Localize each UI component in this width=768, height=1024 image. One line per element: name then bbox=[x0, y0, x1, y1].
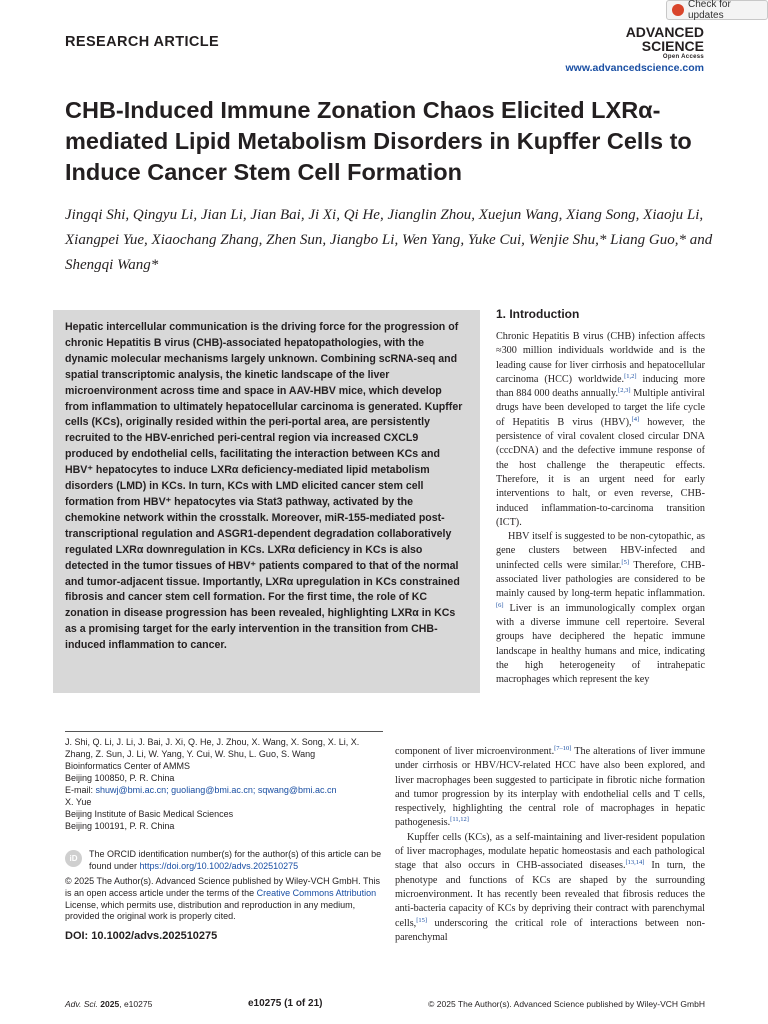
footer-journal: Adv. Sci. bbox=[65, 999, 98, 1009]
citation-ref[interactable]: [7–10] bbox=[554, 745, 572, 752]
orcid-link[interactable]: https://doi.org/10.1002/advs.202510275 bbox=[139, 861, 299, 871]
citation-ref[interactable]: [5] bbox=[621, 558, 630, 566]
footer-copyright: © 2025 The Author(s). Advanced Science published by Wiley-VCH GmbH bbox=[428, 999, 705, 1009]
text-run: component of liver microenvironment. bbox=[395, 746, 555, 757]
logo-subtitle: Open Access bbox=[662, 54, 704, 60]
affiliations bbox=[65, 736, 383, 832]
affiliation-authors-1: J. Shi, Q. Li, J. Li, J. Bai, J. Xi, Q. He, J. Zhou, X. Wang, X. Song, X. Li, X. Zhang, Z. Sun, J. Li, W. Yang, Y. Cui, W. Shu, L. Guo, S. Wang bbox=[65, 737, 360, 759]
intro-paragraph-2-continued bbox=[395, 745, 705, 831]
citation-ref[interactable]: [4] bbox=[631, 415, 640, 423]
doi: DOI: 10.1002/advs.202510275 bbox=[65, 930, 218, 942]
email-line bbox=[65, 784, 383, 796]
text-run: Chronic Hepatitis B virus (CHB) infection affects ≈300 million individuals worldwide and is the leading cause for liver cirrhosis and hepatocellular carcinoma (HCC) worldwide. bbox=[496, 331, 705, 385]
text-run: Multiple antiviral drugs have been developed to target the life cycle of Hepatitis B virus (HBV), bbox=[496, 388, 705, 428]
affiliation-address-2: Beijing 100191, P. R. China bbox=[65, 821, 175, 831]
journal-website-link[interactable]: www.advancedscience.com bbox=[565, 62, 704, 74]
email-label: E-mail: bbox=[65, 785, 96, 795]
text-run: Liver is an immunologically complex organ with a diverse immune cell repertoire. Several groups have deciphered the hepatic immune landscape in healthy humans and mice, indicating the high heterogeneity of intrahepatic macrophages which represent the key bbox=[496, 602, 705, 686]
article-type: RESEARCH ARTICLE bbox=[65, 34, 220, 50]
introduction-continued bbox=[395, 745, 705, 945]
citation-ref[interactable]: [13,14] bbox=[625, 859, 645, 867]
footer-article: , e10275 bbox=[119, 999, 153, 1009]
affiliation-divider bbox=[65, 731, 383, 732]
crossmark-icon bbox=[672, 4, 684, 16]
text-run: underscoring the critical role of interactions between non-parenchymal bbox=[395, 917, 705, 943]
text-run: inducing more than 884 000 deaths annually. bbox=[496, 373, 705, 400]
license-text-pre: © 2025 The Author(s). Advanced Science published by Wiley-VCH GmbH. This is an open access article under the terms of the bbox=[65, 876, 380, 898]
citation-ref[interactable]: [1,2] bbox=[624, 372, 637, 380]
license-link[interactable]: Creative Commons Attribution bbox=[256, 887, 377, 898]
check-for-updates-label: Check for updates bbox=[688, 0, 731, 21]
logo-line-2: SCIENCE bbox=[641, 38, 704, 54]
intro-paragraph-1 bbox=[496, 330, 705, 530]
abstract-text: Hepatic intercellular communication is the driving force for the progression of chronic Hepatitis B virus (CHB)-associated hepatopathologies, with the dynamic molecular mechanisms largely unknown. Combining scRNA-seq and spatial transcriptomic analysis, the kinetic landscape of the liver microenvironment across time and space in AAV-HBV mice, which develop from inflammation to ultimately hepatocellular carcinoma is generated. Kupffer cells (KCs), originally resided within the peri-portal area, are persistently recruited to the HBV-enriched peri-central region via increased CXCL9 produced by endothelial cells, facilitating the interaction between KCs and HBV⁺ hepatocytes to induce LXRα deficiency-mediated lipid metabolism disorders (LMD) in KCs. In turn, KCs with LMD elicited cancer stem cell formation from HBV⁺ hepatocytes via Stat3 pathway, activated by the chemokine network within the crosstalk. Moreover, miR-155-mediated post-transcriptional regulation and ASGR1-dependent degradation collaboratively regulated LXRα downregulation in KCs. LXRα deficiency in KCs is also detected in the tumor tissues of HBV⁺ patients compared to that of the normal and tumor-adjacent tissue. Importantly, LXRα upregulation in KCs constrained fibrosis and cancer stem cell formation. For the first time, the role of KC zonation in disease progression has been revealed, highlighting LXRα in KCs as a promising target for the early intervention in the transition from CHB-induced inflammation to cancer. bbox=[65, 321, 463, 652]
section-heading-introduction: 1. Introduction bbox=[496, 307, 580, 321]
citation-ref[interactable]: [15] bbox=[416, 916, 428, 924]
text-run: however, the persistence of viral covalent closed circular DNA (cccDNA) and the defective immune response of the host challenge the therapeutic effects. Therefore, it is an urgent need for early interventions to halt, or even reverse, CHB-induced inflammation-to-carcinoma transition (ICT). bbox=[496, 416, 705, 528]
email-links[interactable]: shuwj@bmi.ac.cn; guoliang@bmi.ac.cn; sqwang@bmi.ac.cn bbox=[95, 785, 337, 795]
orcid-icon: iD bbox=[65, 850, 82, 867]
footer-page-number: e10275 (1 of 21) bbox=[248, 998, 323, 1009]
orcid-note bbox=[65, 848, 383, 872]
license-text-post: License, which permits use, distribution and reproduction in any medium, provided the original work is properly cited. bbox=[65, 899, 356, 922]
citation-ref[interactable]: [6] bbox=[496, 601, 504, 609]
citation-ref[interactable]: [2,3] bbox=[618, 387, 631, 395]
check-for-updates-button[interactable] bbox=[666, 0, 768, 20]
logo-line-1: ADVANCED bbox=[625, 24, 704, 40]
affiliation-institution-2: Beijing Institute of Basic Medical Sciences bbox=[65, 809, 234, 819]
affiliation-address-1: Beijing 100850, P. R. China bbox=[65, 773, 175, 783]
text-run: Therefore, CHB-associated liver pathologies are considered to be mainly caused by long-term hepatic inflammation. bbox=[496, 559, 705, 600]
affiliation-institution-1: Bioinformatics Center of AMMS bbox=[65, 761, 191, 771]
footer-year: 2025 bbox=[100, 999, 120, 1009]
article-title: CHB-Induced Immune Zonation Chaos Elicited LXRα-mediated Lipid Metabolism Disorders in Kupffer Cells to Induce Cancer Stem Cell Formation bbox=[65, 97, 692, 185]
footer-citation bbox=[65, 999, 152, 1009]
license-note bbox=[65, 876, 383, 923]
intro-paragraph-3 bbox=[395, 831, 705, 945]
journal-logo bbox=[604, 25, 704, 61]
text-run: HBV itself is suggested to be non-cytopathic, as gene clusters between HBV-infected and uninfected cells were similar. bbox=[496, 531, 705, 571]
text-run: In turn, the phenotype and functions of KCs are shaped by the surrounding microenvironment. It has recently been revealed that fibrosis reduces the anti-bacteria capacity of KCs by depriving their contract with parenchymal cells, bbox=[395, 860, 705, 929]
citation-ref[interactable]: [11,12] bbox=[450, 816, 469, 824]
text-run: Kupffer cells (KCs), as a self-maintaining and liver-resident population of liver macrophages, modulate hepatic homeostasis and each pathological stage that also occurs in CHB-associated diseases. bbox=[395, 831, 705, 872]
author-list: Jingqi Shi, Qingyu Li, Jian Li, Jian Bai, Ji Xi, Qi He, Jianglin Zhou, Xuejun Wang, Xiang Song, Xiaoju Li, Xiangpei Yue, Xiaochang Zhang, Zhen Sun, Jiangbo Li, Wen Yang, Yuke Cui, Wenjie Shu,* Liang Guo,* and Shengqi Wang* bbox=[65, 207, 713, 273]
intro-paragraph-2 bbox=[496, 530, 705, 687]
orcid-text: The ORCID identification number(s) for the author(s) of this article can be found under bbox=[89, 849, 382, 871]
introduction-column bbox=[496, 330, 705, 687]
text-run: The alterations of liver immune under cirrhosis or HBV/HCV-related HCC have also been explored, and liver macrophages been suggested to participate in fibrotic niche formation and tumor progression by its interplay with endothelial cells and T cells, respectively, highlighting the central role of macrophages in hepatic pathogenesis. bbox=[395, 746, 705, 829]
abstract-box bbox=[53, 310, 480, 693]
affiliation-authors-2: X. Yue bbox=[65, 797, 92, 807]
